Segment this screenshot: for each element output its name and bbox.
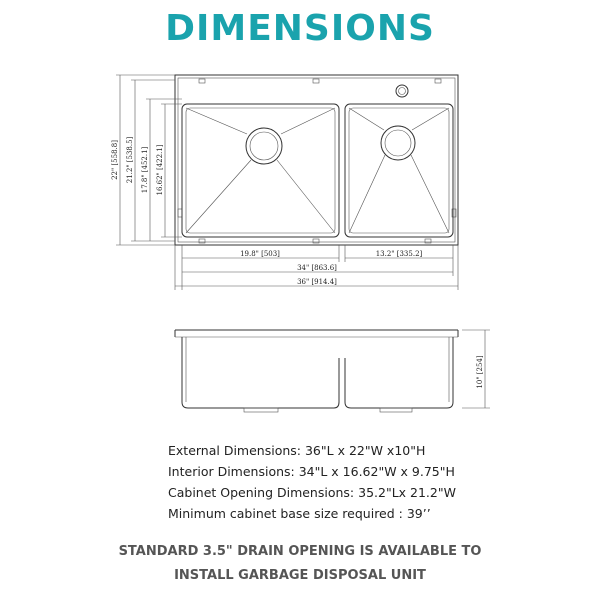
dim-width-interior: 34" [863.6] bbox=[297, 264, 337, 272]
spec-min-cabinet: Minimum cabinet base size required : 39’’ bbox=[168, 506, 431, 521]
spec-external: External Dimensions: 36"L x 22"W x10"H bbox=[168, 443, 426, 458]
dim-depth-bowl: 17.8" [452.1] bbox=[141, 146, 149, 194]
specs-list bbox=[168, 440, 568, 524]
right-drain bbox=[381, 126, 415, 160]
spec-cabinet-opening: Cabinet Opening Dimensions: 35.2"Lx 21.2"W bbox=[168, 485, 456, 500]
sink-outer-outline bbox=[175, 75, 458, 245]
dim-height: 10" [254] bbox=[476, 355, 484, 389]
dim-depth-bowl-inner: 16.62" [422.1] bbox=[156, 144, 164, 196]
dim-depth-mid: 21.2" [538.5] bbox=[126, 136, 134, 184]
note-line-2: INSTALL GARBAGE DISPOSAL UNIT bbox=[174, 568, 426, 583]
left-drain bbox=[246, 128, 282, 164]
dim-depth-total: 22" [558.8] bbox=[111, 140, 119, 180]
right-bowl bbox=[345, 104, 453, 237]
page-title: DIMENSIONS bbox=[165, 8, 435, 49]
note-line-1: STANDARD 3.5" DRAIN OPENING IS AVAILABLE TO bbox=[118, 544, 482, 559]
dim-width-right-bowl: 13.2" [335.2] bbox=[375, 250, 423, 258]
side-right-bowl bbox=[345, 337, 453, 408]
spec-interior: Interior Dimensions: 34"L x 16.62"W x 9.75"H bbox=[168, 464, 455, 479]
top-view bbox=[111, 75, 458, 290]
drain-note bbox=[0, 540, 600, 588]
side-view bbox=[175, 330, 490, 412]
dim-width-total: 36" [914.4] bbox=[297, 278, 337, 286]
left-bowl bbox=[182, 104, 339, 237]
faucet-hole bbox=[396, 85, 408, 97]
side-left-bowl bbox=[182, 337, 339, 408]
dim-width-left-bowl: 19.8" [503] bbox=[240, 250, 280, 258]
